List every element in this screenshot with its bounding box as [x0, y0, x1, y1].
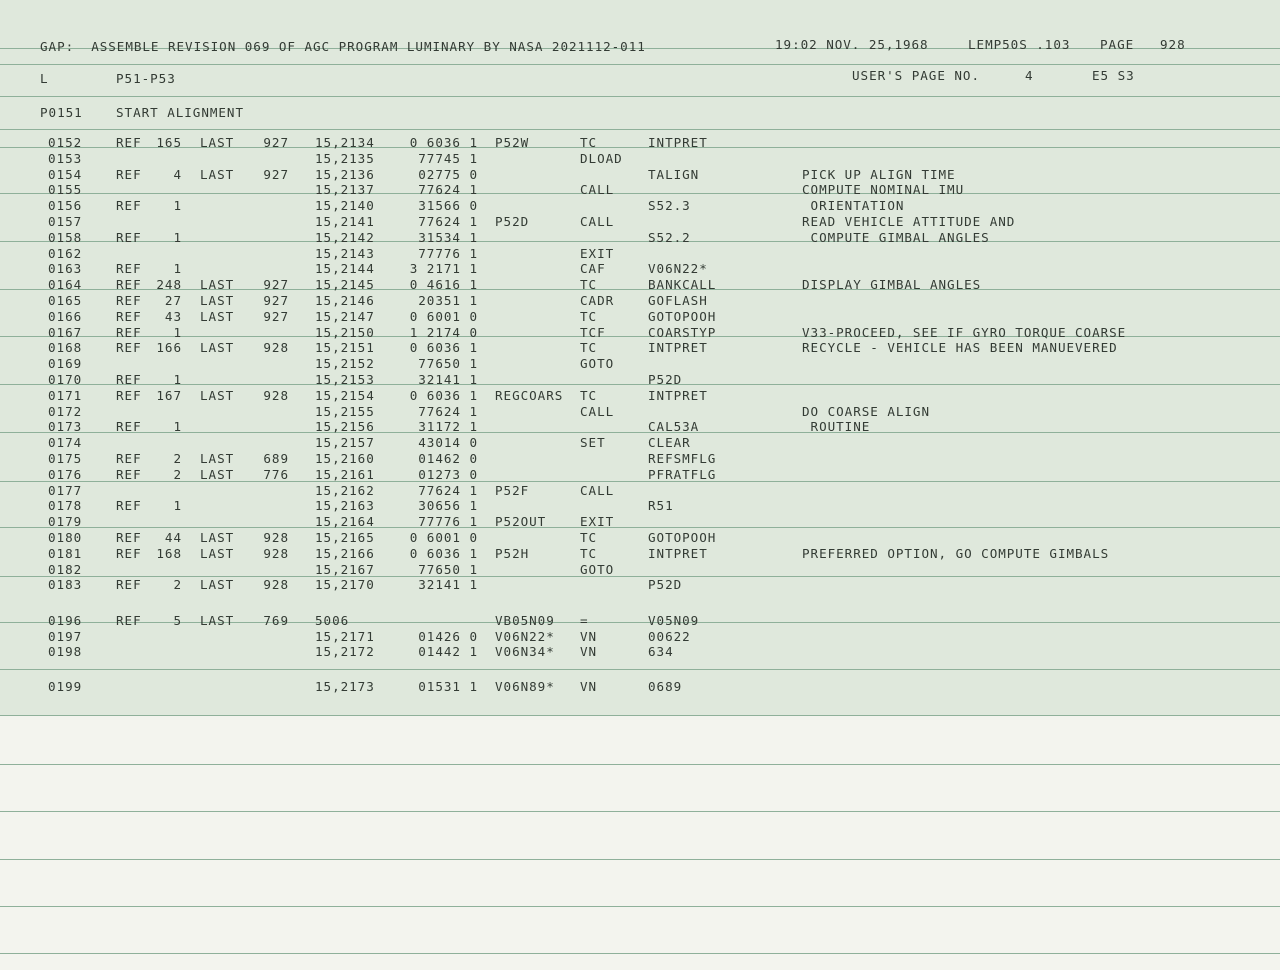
row-line-number: 0155	[48, 182, 83, 198]
row-last-page: 776	[263, 466, 289, 482]
paper-rule	[0, 953, 1280, 954]
row-symbol-label: V06N22*	[495, 628, 555, 644]
row-line-number: 0168	[48, 340, 83, 356]
row-line-number: 0163	[48, 261, 83, 277]
listing-title: GAP: ASSEMBLE REVISION 069 OF AGC PROGRAM LUMINARY BY NASA 2021112-011	[40, 39, 646, 54]
row-last-label: LAST	[200, 340, 235, 356]
row-line-number: 0157	[48, 214, 83, 229]
listing-timestamp: 19:02 NOV. 25,1968	[775, 37, 929, 52]
row-address: 15,2152	[315, 356, 375, 372]
row-operand: TALIGN	[648, 166, 700, 182]
row-object-word: 0 4616 1	[409, 277, 478, 293]
row-last-page: 928	[263, 340, 289, 356]
row-line-number: 0165	[48, 293, 83, 308]
row-ref-count: 1	[173, 261, 182, 277]
row-last-label: LAST	[200, 135, 235, 150]
users-page-label: USER'S PAGE NO.	[852, 68, 980, 83]
row-opcode: =	[580, 613, 589, 628]
paper-rule	[0, 811, 1280, 812]
row-line-number: 0171	[48, 387, 83, 403]
row-operand: INTPRET	[648, 340, 708, 356]
row-line-number: 0173	[48, 419, 83, 435]
row-object-word: 3 2171 1	[409, 261, 478, 277]
row-opcode: TC	[580, 545, 598, 561]
row-last-page: 928	[263, 545, 289, 561]
row-symbol-label: P52F	[495, 482, 530, 498]
row-address: 15,2153	[315, 372, 375, 387]
row-ref-label: REF	[116, 308, 142, 324]
row-address: 15,2165	[315, 530, 375, 545]
row-ref-count: 1	[173, 419, 182, 435]
row-operand: P52D	[648, 372, 683, 387]
row-symbol-label: P52D	[495, 214, 530, 229]
row-address: 15,2170	[315, 577, 375, 593]
row-address: 15,2146	[315, 293, 375, 308]
row-last-label: LAST	[200, 530, 235, 545]
row-ref-label: REF	[116, 324, 142, 340]
row-object-word: 0 6001 0	[409, 530, 478, 545]
row-operand: P52D	[648, 577, 683, 593]
row-operand: V06N22*	[648, 261, 708, 277]
row-comment: DO COARSE ALIGN	[802, 403, 930, 419]
row-address: 15,2161	[315, 466, 375, 482]
row-object-word: 1 2174 0	[409, 324, 478, 340]
row-address: 15,2155	[315, 403, 375, 419]
row-operand: INTPRET	[648, 387, 708, 403]
row-ref-count: 43	[164, 308, 182, 324]
row-operand: GOTOPOOH	[648, 308, 717, 324]
row-last-label: LAST	[200, 613, 235, 628]
row-object-word: 31172 1	[418, 419, 478, 435]
row-last-label: LAST	[200, 387, 235, 403]
row-line-number: 0167	[48, 324, 83, 340]
row-comment: RECYCLE - VEHICLE HAS BEEN MANUEVERED	[802, 340, 1118, 356]
row-object-word: 77776 1	[418, 514, 478, 530]
row-object-word: 20351 1	[418, 293, 478, 308]
row-line-number: 0179	[48, 514, 83, 530]
row-line-number: 0156	[48, 198, 83, 214]
row-ref-count: 248	[156, 277, 182, 293]
row-ref-label: REF	[116, 277, 142, 293]
row-ref-label: REF	[116, 229, 142, 245]
row-object-word: 77624 1	[418, 482, 478, 498]
row-last-label: LAST	[200, 293, 235, 308]
row-symbol-label: P52W	[495, 135, 530, 150]
row-object-word: 77624 1	[418, 403, 478, 419]
row-symbol-label: REGCOARS	[495, 387, 564, 403]
row-line-number: 0197	[48, 628, 83, 644]
row-address: 15,2166	[315, 545, 375, 561]
row-address: 15,2143	[315, 245, 375, 261]
row-opcode: TC	[580, 308, 598, 324]
row-line-number: 0196	[48, 613, 83, 628]
row-comment: READ VEHICLE ATTITUDE AND	[802, 214, 1016, 229]
row-object-word: 0 6036 1	[409, 387, 478, 403]
row-ref-count: 167	[156, 387, 182, 403]
row-opcode: CALL	[580, 214, 615, 229]
row-opcode: TC	[580, 135, 598, 150]
listing-file: LEMP50S .103	[968, 37, 1071, 52]
row-ref-label: REF	[116, 293, 142, 308]
paper-rule	[0, 96, 1280, 97]
row-operand: INTPRET	[648, 135, 708, 150]
row-line-number: 0176	[48, 466, 83, 482]
row-ref-label: REF	[116, 166, 142, 182]
row-symbol-label: V06N89*	[495, 679, 555, 694]
row-address: 15,2136	[315, 166, 375, 182]
row-object-word: 0 6001 0	[409, 308, 478, 324]
row-line-number: 0174	[48, 435, 83, 451]
row-operand: 00622	[648, 628, 691, 644]
row-opcode: DLOAD	[580, 150, 623, 166]
row-opcode: CAF	[580, 261, 606, 277]
row-ref-count: 27	[164, 293, 182, 308]
paper-rule	[0, 859, 1280, 860]
row-last-label: LAST	[200, 308, 235, 324]
row-ref-label: REF	[116, 451, 142, 466]
row-ref-count: 168	[156, 545, 182, 561]
row-ref-label: REF	[116, 340, 142, 356]
row-operand: GOFLASH	[648, 293, 708, 308]
paper-rule	[0, 432, 1280, 433]
row-ref-count: 1	[173, 198, 182, 214]
row-address: 15,2137	[315, 182, 375, 198]
row-line-number: 0175	[48, 451, 83, 466]
row-opcode: VN	[580, 644, 598, 659]
row-last-page: 927	[263, 277, 289, 293]
row-object-word: 01273 0	[418, 466, 478, 482]
sheet-code: E5 S3	[1092, 68, 1135, 83]
row-ref-label: REF	[116, 261, 142, 277]
paper-rule	[0, 669, 1280, 670]
row-opcode: VN	[580, 628, 598, 644]
row-opcode: EXIT	[580, 245, 615, 261]
paper-rule	[0, 64, 1280, 65]
page-label: PAGE	[1100, 37, 1135, 52]
row-ref-count: 2	[173, 577, 182, 593]
row-comment: ROUTINE	[802, 419, 871, 435]
row-last-page: 927	[263, 308, 289, 324]
row-object-word: 01426 0	[418, 628, 478, 644]
row-address: 5006	[315, 613, 350, 628]
paper-rule	[0, 193, 1280, 194]
row-object-word: 77745 1	[418, 150, 478, 166]
row-ref-label: REF	[116, 135, 142, 150]
paper-rule	[0, 147, 1280, 148]
row-object-word: 32141 1	[418, 372, 478, 387]
row-object-word: 77650 1	[418, 561, 478, 577]
row-object-word: 0 6036 1	[409, 545, 478, 561]
row-last-label: LAST	[200, 451, 235, 466]
paper-rule	[0, 622, 1280, 623]
row-address: 15,2172	[315, 644, 375, 659]
paper-rule	[0, 715, 1280, 716]
row-opcode: TC	[580, 387, 598, 403]
row-last-label: LAST	[200, 277, 235, 293]
row-comment: PICK UP ALIGN TIME	[802, 166, 956, 182]
row-ref-count: 1	[173, 229, 182, 245]
row-address: 15,2134	[315, 135, 375, 150]
row-ref-count: 165	[156, 135, 182, 150]
row-line-number: 0182	[48, 561, 83, 577]
row-last-label: LAST	[200, 545, 235, 561]
row-last-page: 927	[263, 135, 289, 150]
row-ref-count: 1	[173, 324, 182, 340]
row-symbol-label: P52OUT	[495, 514, 547, 530]
row-comment: DISPLAY GIMBAL ANGLES	[802, 277, 982, 293]
paper-rule	[0, 289, 1280, 290]
row-operand: CLEAR	[648, 435, 691, 451]
row-opcode: GOTO	[580, 356, 615, 372]
paper-rule	[0, 527, 1280, 528]
row-last-label: LAST	[200, 166, 235, 182]
row-last-page: 927	[263, 293, 289, 308]
row-last-page: 928	[263, 387, 289, 403]
log-section: P51-P53	[116, 71, 176, 86]
row-object-word: 77624 1	[418, 214, 478, 229]
row-ref-count: 2	[173, 466, 182, 482]
row-last-page: 927	[263, 166, 289, 182]
row-comment: COMPUTE NOMINAL IMU	[802, 182, 965, 198]
row-address: 15,2142	[315, 229, 375, 245]
row-address: 15,2163	[315, 498, 375, 514]
paper-rule	[0, 576, 1280, 577]
row-opcode: TC	[580, 530, 598, 545]
row-line-number: 0166	[48, 308, 83, 324]
row-last-label: LAST	[200, 577, 235, 593]
row-operand: S52.3	[648, 198, 691, 214]
row-ref-count: 1	[173, 498, 182, 514]
row-operand: REFSMFLG	[648, 451, 717, 466]
row-line-number: 0177	[48, 482, 83, 498]
row-line-number: 0162	[48, 245, 83, 261]
row-last-label: LAST	[200, 466, 235, 482]
row-opcode: TC	[580, 340, 598, 356]
row-line-number: 0181	[48, 545, 83, 561]
page-number: 928	[1160, 37, 1186, 52]
section-title: START ALIGNMENT	[116, 105, 244, 120]
row-address: 15,2135	[315, 150, 375, 166]
row-line-number: 0180	[48, 530, 83, 545]
row-object-word: 01462 0	[418, 451, 478, 466]
paper-rule	[0, 906, 1280, 907]
row-line-number: 0199	[48, 679, 83, 694]
row-ref-label: REF	[116, 387, 142, 403]
row-opcode: CADR	[580, 293, 615, 308]
row-object-word: 30656 1	[418, 498, 478, 514]
row-address: 15,2160	[315, 451, 375, 466]
section-line-number: P0151	[40, 105, 83, 120]
row-ref-label: REF	[116, 545, 142, 561]
row-address: 15,2162	[315, 482, 375, 498]
row-operand: V05N09	[648, 613, 700, 628]
row-object-word: 32141 1	[418, 577, 478, 593]
row-object-word: 77650 1	[418, 356, 478, 372]
row-address: 15,2140	[315, 198, 375, 214]
row-operand: GOTOPOOH	[648, 530, 717, 545]
row-opcode: TC	[580, 277, 598, 293]
row-address: 15,2154	[315, 387, 375, 403]
row-operand: COARSTYP	[648, 324, 717, 340]
row-line-number: 0158	[48, 229, 83, 245]
row-address: 15,2147	[315, 308, 375, 324]
row-comment: ORIENTATION	[802, 198, 905, 214]
row-opcode: SET	[580, 435, 606, 451]
row-address: 15,2144	[315, 261, 375, 277]
row-opcode: TCF	[580, 324, 606, 340]
paper-rule	[0, 764, 1280, 765]
row-line-number: 0154	[48, 166, 83, 182]
row-ref-count: 5	[173, 613, 182, 628]
row-object-word: 02775 0	[418, 166, 478, 182]
row-object-word: 01442 1	[418, 644, 478, 659]
row-operand: INTPRET	[648, 545, 708, 561]
row-opcode: CALL	[580, 182, 615, 198]
row-opcode: EXIT	[580, 514, 615, 530]
row-comment: V33-PROCEED, SEE IF GYRO TORQUE COARSE	[802, 324, 1127, 340]
row-object-word: 77624 1	[418, 182, 478, 198]
row-ref-label: REF	[116, 577, 142, 593]
row-address: 15,2157	[315, 435, 375, 451]
row-object-word: 01531 1	[418, 679, 478, 694]
row-symbol-label: P52H	[495, 545, 530, 561]
row-address: 15,2141	[315, 214, 375, 229]
row-symbol-label: V06N34*	[495, 644, 555, 659]
row-object-word: 31534 1	[418, 229, 478, 245]
row-ref-count: 1	[173, 372, 182, 387]
row-comment: COMPUTE GIMBAL ANGLES	[802, 229, 990, 245]
row-address: 15,2156	[315, 419, 375, 435]
row-line-number: 0164	[48, 277, 83, 293]
row-last-page: 689	[263, 451, 289, 466]
row-operand: PFRATFLG	[648, 466, 717, 482]
row-ref-label: REF	[116, 372, 142, 387]
row-opcode: VN	[580, 679, 598, 694]
row-operand: BANKCALL	[648, 277, 717, 293]
paper-rule	[0, 384, 1280, 385]
row-object-word: 31566 0	[418, 198, 478, 214]
row-operand: S52.2	[648, 229, 691, 245]
row-address: 15,2167	[315, 561, 375, 577]
row-ref-count: 44	[164, 530, 182, 545]
row-last-page: 928	[263, 577, 289, 593]
row-object-word: 0 6036 1	[409, 340, 478, 356]
row-opcode: GOTO	[580, 561, 615, 577]
row-object-word: 0 6036 1	[409, 135, 478, 150]
row-symbol-label: VB05N09	[495, 613, 555, 628]
row-address: 15,2171	[315, 628, 375, 644]
row-address: 15,2151	[315, 340, 375, 356]
row-operand: R51	[648, 498, 674, 514]
row-operand: CAL53A	[648, 419, 700, 435]
row-opcode: CALL	[580, 482, 615, 498]
paper-rule	[0, 129, 1280, 130]
row-address: 15,2164	[315, 514, 375, 530]
row-address: 15,2145	[315, 277, 375, 293]
row-ref-count: 166	[156, 340, 182, 356]
row-line-number: 0172	[48, 403, 83, 419]
row-ref-label: REF	[116, 198, 142, 214]
row-opcode: CALL	[580, 403, 615, 419]
row-line-number: 0169	[48, 356, 83, 372]
row-operand: 634	[648, 644, 674, 659]
row-last-page: 928	[263, 530, 289, 545]
users-page-number: 4	[1025, 68, 1034, 83]
row-line-number: 0170	[48, 372, 83, 387]
row-line-number: 0198	[48, 644, 83, 659]
row-ref-label: REF	[116, 530, 142, 545]
row-line-number: 0178	[48, 498, 83, 514]
row-ref-label: REF	[116, 419, 142, 435]
row-address: 15,2150	[315, 324, 375, 340]
log-letter: L	[40, 71, 49, 86]
row-address: 15,2173	[315, 679, 375, 694]
row-last-page: 769	[263, 613, 289, 628]
paper-rule	[0, 481, 1280, 482]
row-ref-label: REF	[116, 466, 142, 482]
row-object-word: 77776 1	[418, 245, 478, 261]
row-comment: PREFERRED OPTION, GO COMPUTE GIMBALS	[802, 545, 1110, 561]
paper-rule	[0, 241, 1280, 242]
row-line-number: 0153	[48, 150, 83, 166]
row-operand: 0689	[648, 679, 683, 694]
row-ref-count: 2	[173, 451, 182, 466]
row-line-number: 0183	[48, 577, 83, 593]
row-ref-count: 4	[173, 166, 182, 182]
row-line-number: 0152	[48, 135, 83, 150]
row-ref-label: REF	[116, 498, 142, 514]
row-object-word: 43014 0	[418, 435, 478, 451]
row-ref-label: REF	[116, 613, 142, 628]
